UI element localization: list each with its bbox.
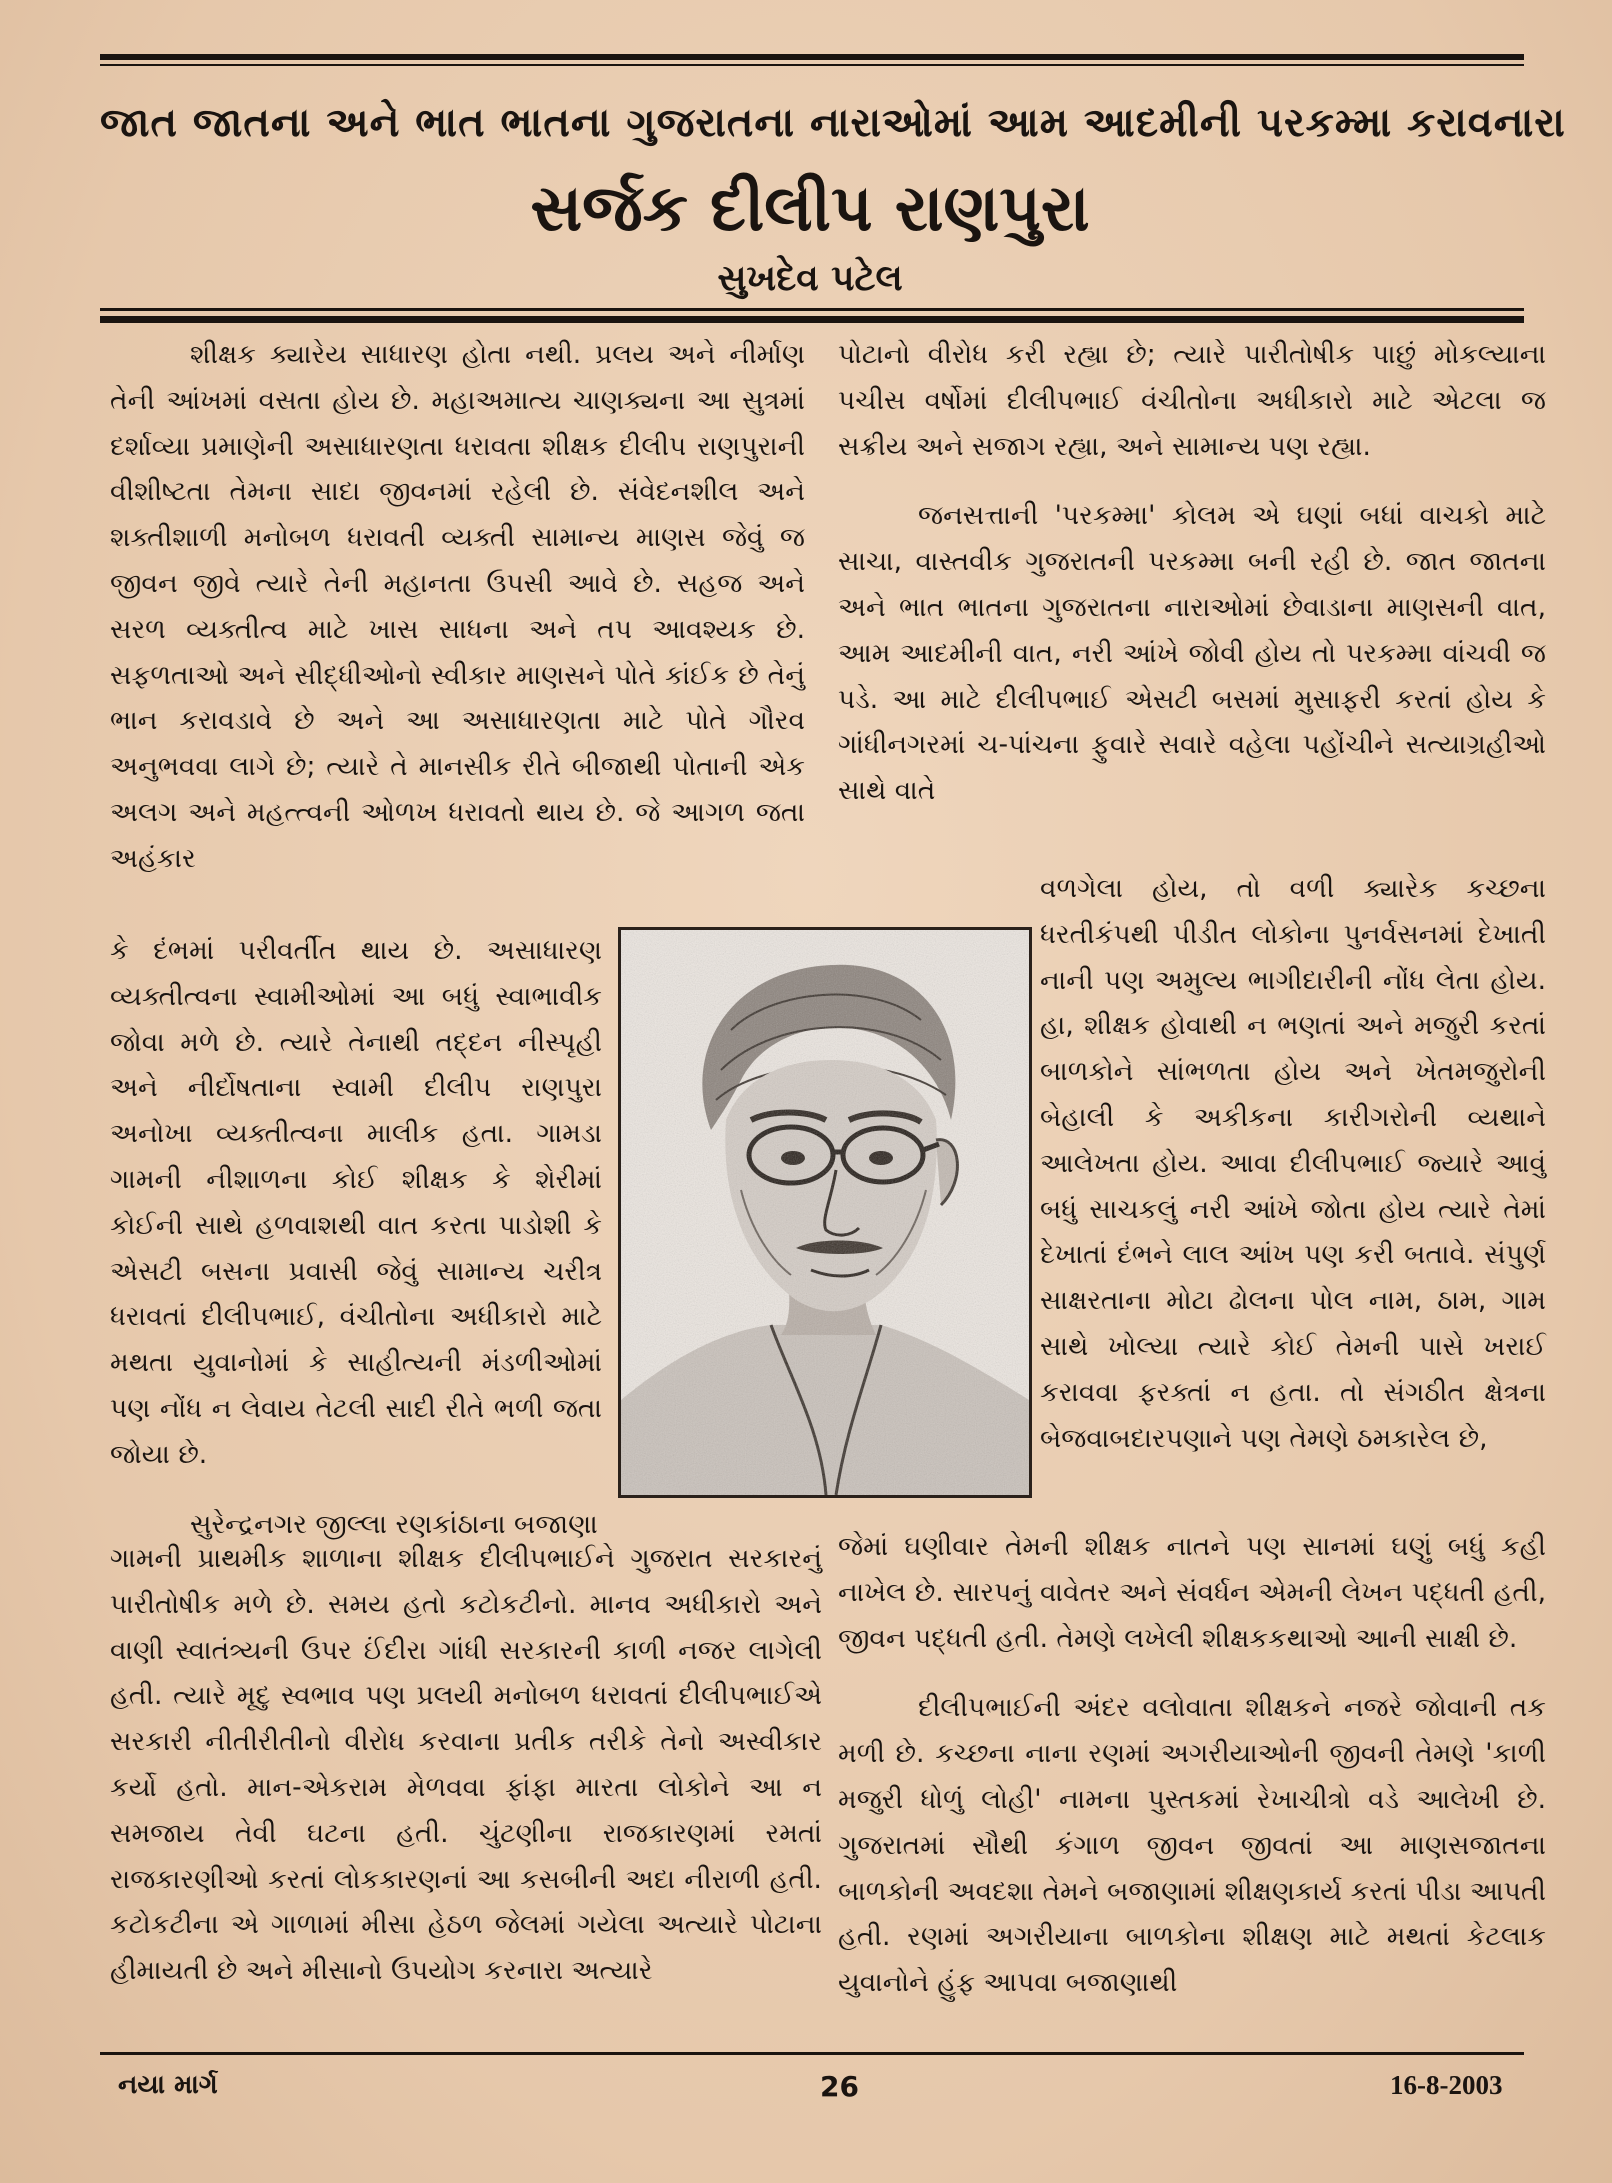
paragraph: દીલીપભાઈની અંદર વલોવાતા શીક્ષકને નજરે જોવાની તક મળી છે. કચ્છના નાના રણમાં અગરીયાઓની જીવની તેમણે 'કાળી મજુરી ધોળું લોહી' નામના પુસ્તકમાં રેખાચીત્રો વડે આલેખી છે. ગુજરાતમાં સૌથી કંગાળ જીવન જીવતાં આ માણસજાતના બાળકોની અવદશા તેમને બજાણામાં શીક્ષણકાર્ય કરતાં પીડા આપતી હતી. રણમાં અગરીયાના બાળકોના શીક્ષણ માટે મથતાં કેટલાક યુવાનોને હુંફ આપવા બજાણાથી [838,1692,1546,1999]
author-portrait-sketch [618,927,1032,1498]
page-number: 26 [820,2070,859,2103]
paragraph: કે દંભમાં પરીવર્તીત થાય છે. અસાધારણ વ્યક્તીત્વના સ્વામીઓમાં આ બધું સ્વાભાવીક જોવા મળે છે. ત્યારે તેનાથી તદ્દન નીસ્પૃહી અને નીર્દોષતાના સ્વામી દીલીપ રાણપુરા અનોખા વ્યક્તીત્વના માલીક હતા. ગામડા ગામની નીશાળના કોઈ શીક્ષક કે શેરીમાં કોઈની સાથે હળવાશથી વાત કરતા પાડોશી કે એસટી બસના પ્રવાસી જેવું સામાન્ય ચરીત્ર ધરાવતાં દીલીપભાઈ, વંચીતોના અધીકારો માટે મથતા યુવાનોમાં કે સાહીત્યની મંડળીઓમાં પણ નોંધ ન લેવાય તેટલી સાદી રીતે ભળી જતા જોયા છે. [110,935,602,1470]
paragraph: શીક્ષક ક્યારેય સાધારણ હોતા નથી. પ્રલય અને નીર્માણ તેની આંખમાં વસતા હોય છે. મહાઅમાત્ય ચાણક્યના આ સુત્રમાં દર્શાવ્યા પ્રમાણેની અસાધારણતા ધરાવતા શીક્ષક દીલીપ રાણપુરાની વીશીષ્ટતા તેમના સાદા જીવનમાં રહેલી છે. સંવેદનશીલ અને શક્તીશાળી મનોબળ ધરાવતી વ્યક્તી સામાન્ય માણસ જેવું જ જીવન જીવે ત્યારે તેની મહાનતા ઉપસી આવે છે. સહજ અને સરળ વ્યક્તીત્વ માટે ખાસ સાધના અને તપ આવશ્યક છે. સફળતાઓ અને સીદ્ધીઓનો સ્વીકાર માણસને પોતે કાંઈક છે તેનું ભાન કરાવડાવે છે અને આ અસાધારણતા માટે પોતે ગૌરવ અનુભવવા લાગે છે; ત્યારે તે માનસીક રીતે બીજાથી પોતાની એક અલગ અને મહત્ત્વની ઓળખ ધરાવતો થાય છે. જે આગળ જતા અહંકાર [110,339,805,874]
top-rule-thin [100,64,1524,66]
paragraph: પોટાનો વીરોધ કરી રહ્યા છે; ત્યારે પારીતોષીક પાછું મોકલ્યાના પચીસ વર્ષોમાં દીલીપભાઈ વંચીતોના અધીકારો માટે એટલા જ સક્રીય અને સજાગ રહ્યા, અને સામાન્ય પણ રહ્યા. [838,339,1546,462]
header-bottom-rule [100,308,1524,311]
paragraph: જેમાં ઘણીવાર તેમની શીક્ષક નાતને પણ સાનમાં ઘણું બધું કહી નાખેલ છે. સારપનું વાવેતર અને સંવર્ધન એમની લેખન પદ્ધતી હતી, જીવન પદ્ધતી હતી. તેમણે લખેલી શીક્ષકકથાઓ આની સાક્ષી છે. [838,1531,1546,1654]
paragraph: ગામની પ્રાથમીક શાળાના શીક્ષક દીલીપભાઈને ગુજરાત સરકારનું પારીતોષીક મળે છે. સમય હતો કટોકટીનો. માનવ અધીકારો અને વાણી સ્વાતંત્ર્યની ઉપર ઈંદીરા ગાંધી સરકારની કાળી નજર લાગેલી હતી. ત્યારે મૃદુ સ્વભાવ પણ પ્રલયી મનોબળ ધરાવતાં દીલીપભાઈએ સરકારી નીતીરીતીનો વીરોધ કરવાના પ્રતીક તરીકે તેનો અસ્વીકાર કર્યો હતો. માન-એકરામ મેળવવા ફાંફા મારતા લોકોને આ ન સમજાય તેવી ઘટના હતી. ચુંટણીના રાજકારણમાં રમતાં રાજકારણીઓ કરતાં લોકકારણનાં આ કસબીની અદા નીરાળી હતી. કટોકટીના એ ગાળામાં મીસા હેઠળ જેલમાં ગયેલા અત્યારે પોટાના હીમાયતી છે અને મીસાનો ઉપયોગ કરનારા અત્યારે [110,1543,822,1987]
left-column-wrap [110,928,602,1547]
right-column-wrap [1040,866,1546,1461]
left-column-bottom [110,1536,822,1994]
top-rule [100,54,1524,60]
paragraph: સુરેન્દ્રનગર જીલ્લા રણકાંઠાના બજાણા [190,1508,598,1540]
left-column-top [110,332,805,882]
author-byline: સુખદેવ પટેલ [717,258,903,299]
paragraph: જનસત્તાની 'પરકમ્મા' કોલમ એ ઘણાં બધાં વાચકો માટે સાચા, વાસ્તવીક ગુજરાતની પરકમ્મા બની રહી છે. જાત જાતના અને ભાત ભાતના ગુજરાતના નારાઓમાં છેવાડાના માણસની વાત, આમ આદમીની વાત, નરી આંખે જોવી હોય તો પરકમ્મા વાંચવી જ પડે. આ માટે દીલીપભાઈ એસટી બસમાં મુસાફરી કરતાં હોય કે ગાંધીનગરમાં ચ-પાંચના ફુવારે સવારે વહેલા પહોંચીને સત્યાગ્રહીઓ સાથે વાતે [838,500,1546,807]
issue-date: 16-8-2003 [1390,2070,1503,2100]
paragraph: વળગેલા હોય, તો વળી ક્યારેક કચ્છના ધરતીકંપથી પીડીત લોકોના પુનર્વસનમાં દેખાતી નાની પણ અમુલ્ય ભાગીદારીની નોંધ લેતા હોય. હા, શીક્ષક હોવાથી ન ભણતાં અને મજુરી કરતાં બાળકોને સાંભળતા હોય અને ખેતમજુરોની બેહાલી કે અકીકના કારીગરોની વ્યથાને આલેખતા હોય. આવા દીલીપભાઈ જ્યારે આવું બધું સાચકલું નરી આંખે જોતા હોય ત્યારે તેમાં દેખાતાં દંભને લાલ આંખ પણ કરી બતાવે. સંપુર્ણ સાક્ષરતાના મોટા ઢોલના પોલ નામ, ઠામ, ગામ સાથે ખોલ્યા ત્યારે કોઈ તેમની પાસે ખરાઈ કરાવવા ફરક્તાં ન હતા. તો સંગઠીત ક્ષેત્રના બેજવાબદારપણાને પણ તેમણે ઠમકારેલ છે, [1040,873,1546,1454]
footer-rule [100,2052,1524,2055]
right-column-top [838,332,1546,814]
right-column-bottom [838,1524,1546,2006]
portrait-illustration [621,930,1029,1495]
article-headline: સર્જક દીલીપ રાણપુરા [530,172,1090,246]
headline-kicker: જાત જાતના અને ભાત ભાતના ગુજરાતના નારાઓમાં આમ આદમીની પરકમ્મા કરાવનારા [100,100,1566,146]
publication-name: નયા માર્ગ [118,2070,218,2100]
header-bottom-rule-thick [100,316,1524,323]
